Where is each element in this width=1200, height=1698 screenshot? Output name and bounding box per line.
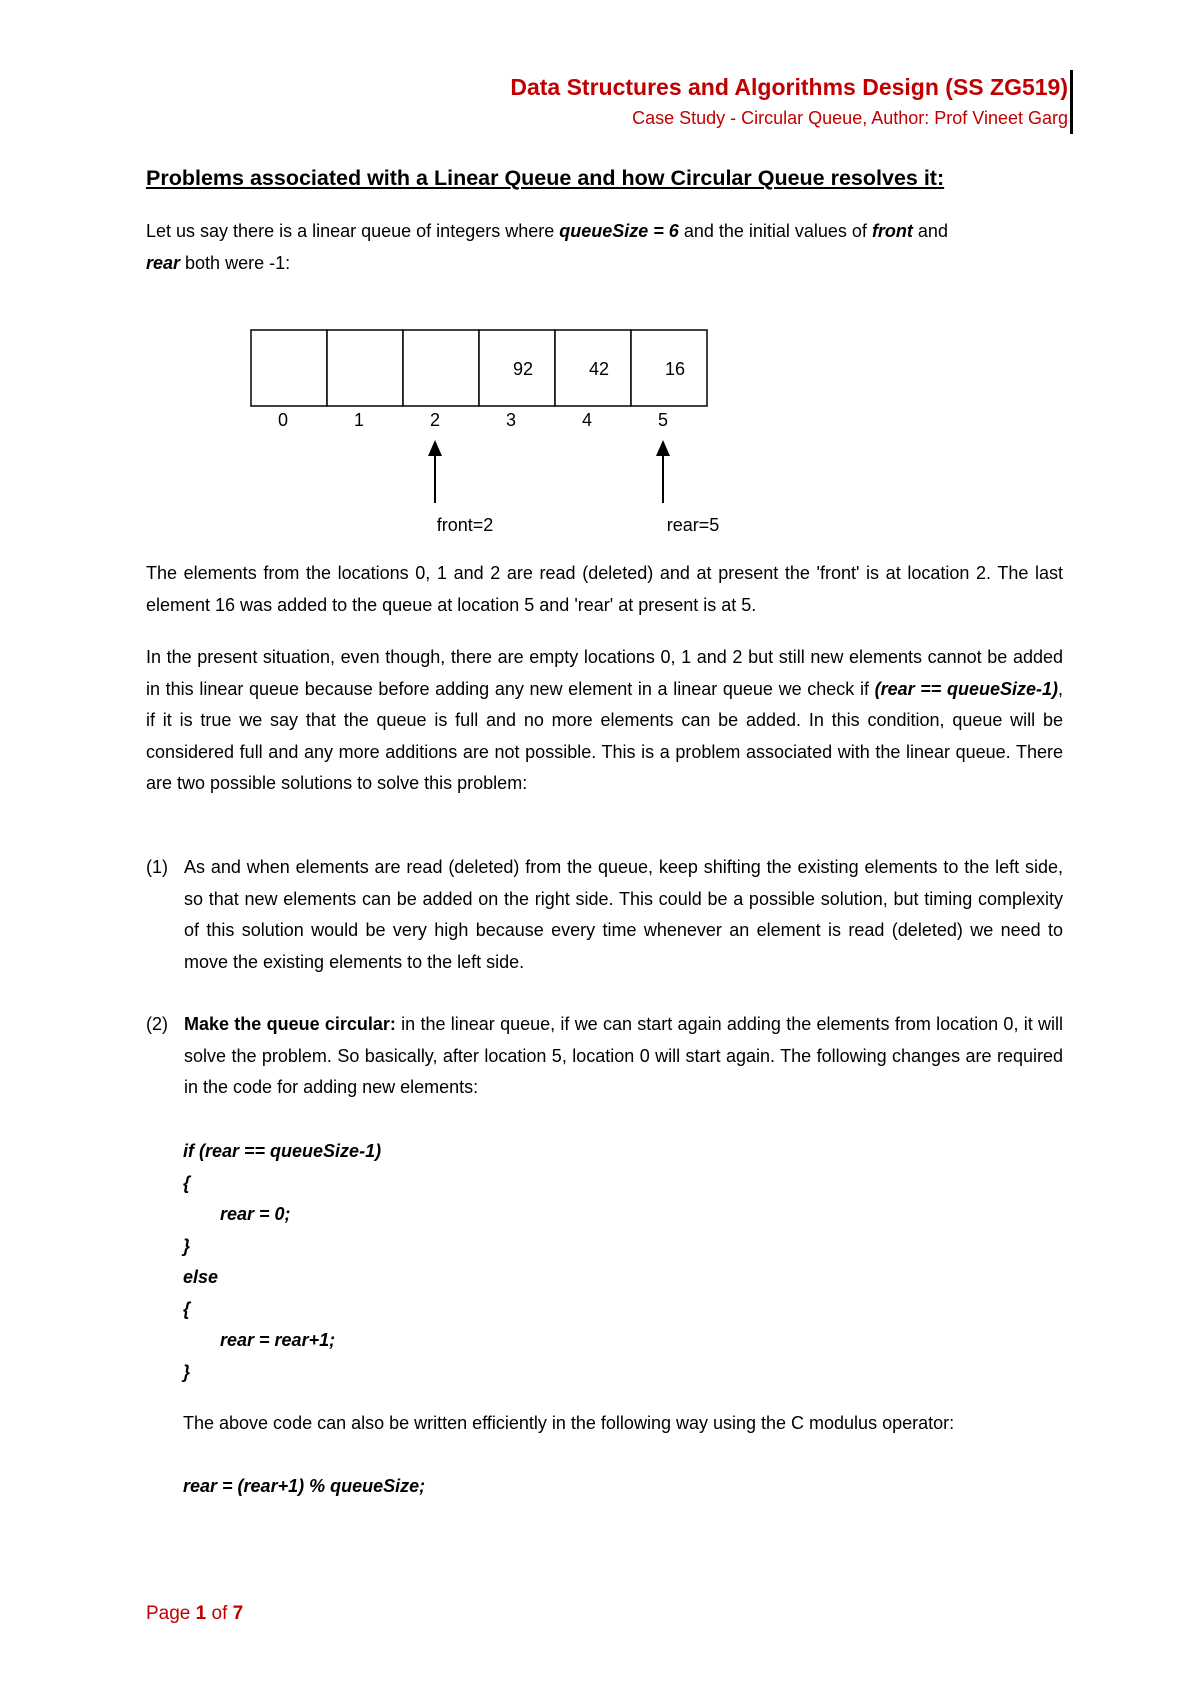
queue-index-label: 5 bbox=[657, 410, 669, 430]
queue-index-label: 2 bbox=[429, 410, 441, 430]
queue-index-label: 4 bbox=[581, 410, 593, 430]
paragraph-modulus: The above code can also be written efficiently in the following way using the C modulus operator: bbox=[183, 1413, 955, 1433]
rear-pointer-arrow-head bbox=[656, 440, 670, 456]
queue-cell bbox=[327, 330, 403, 406]
code-line: { bbox=[183, 1172, 191, 1193]
queue-size-expr: queueSize = 6 bbox=[559, 221, 679, 241]
problem-text: In the present situation, even though, there are empty locations 0, 1 and 2 but still new elements cannot be added in this linear queue because before adding any new element in a linear queue we check if bbox=[146, 647, 1063, 699]
page-footer bbox=[146, 1603, 243, 1625]
intro-text-end: both were -1: bbox=[180, 252, 291, 273]
page-of: of bbox=[206, 1603, 233, 1624]
problem-text-end: , if it is true we say that the queue is full and no more elements can be added. In this condition, queue will be considered full and any more additions are not possible. This is a problem associated with the linear queue. There are two possible solutions to solve this problem: bbox=[146, 678, 1064, 793]
code-line: else bbox=[183, 1267, 219, 1287]
solution-text: in the linear queue, if we can start again adding the elements from location 0, it will solve the problem. So basically, after location 5, location 0 will start again. The following changes are required in the code for adding new elements: bbox=[184, 1014, 1063, 1097]
page-label: Page bbox=[146, 1603, 196, 1624]
front-pointer-arrow-head bbox=[428, 440, 442, 456]
code-line: } bbox=[183, 1235, 191, 1256]
code-line: rear = 0; bbox=[220, 1204, 291, 1224]
queue-index-label: 0 bbox=[277, 410, 289, 430]
front-var: front bbox=[871, 221, 913, 241]
code-line: if (rear == queueSize-1) bbox=[183, 1141, 382, 1161]
list-text: As and when elements are read (deleted) from the queue, keep shifting the existing elements to the left side, so that new elements can be added on the right side. This could be a possible solution, but timing complexity of this solution would be very high because every time whenever an element is read (deleted) we need to move the existing elements to the left side. bbox=[184, 857, 1063, 972]
section-heading: Problems associated with a Linear Queue and how Circular Queue resolves it: bbox=[146, 166, 945, 190]
document-subtitle: Case Study - Circular Queue, Author: Prof Vineet Garg bbox=[632, 108, 1068, 128]
page-total: 7 bbox=[232, 1603, 244, 1624]
queue-cell-value: 16 bbox=[664, 359, 686, 379]
rear-var: rear bbox=[146, 252, 181, 273]
queue-index-label: 3 bbox=[505, 410, 517, 430]
document-title: Data Structures and Algorithms Design (SS ZG519) bbox=[510, 74, 1068, 100]
code-line: } bbox=[183, 1361, 191, 1382]
queue-index-label: 1 bbox=[353, 410, 365, 430]
code-line: { bbox=[183, 1298, 191, 1319]
queue-diagram bbox=[0, 0, 1200, 560]
queue-cell-value: 42 bbox=[588, 359, 610, 379]
list-text bbox=[184, 1009, 1063, 1104]
list-number: (1) bbox=[146, 857, 168, 877]
code-modulus: rear = (rear+1) % queueSize; bbox=[183, 1476, 426, 1496]
intro-text-mid: and the initial values of bbox=[678, 221, 872, 241]
queue-cell-value: 92 bbox=[512, 359, 534, 379]
full-condition: (rear == queueSize-1) bbox=[874, 678, 1058, 699]
intro-and: and bbox=[912, 221, 948, 241]
page-current: 1 bbox=[195, 1603, 207, 1624]
queue-cell bbox=[251, 330, 327, 406]
rear-pointer-label: rear=5 bbox=[666, 515, 720, 535]
code-line: rear = rear+1; bbox=[220, 1330, 336, 1350]
paragraph-problem bbox=[146, 642, 1063, 800]
intro-text: Let us say there is a linear queue of integers where bbox=[146, 221, 560, 241]
code-block bbox=[183, 1136, 381, 1388]
front-pointer-label: front=2 bbox=[436, 515, 494, 535]
solution-title: Make the queue circular: bbox=[184, 1014, 396, 1034]
paragraph-read-elements: The elements from the locations 0, 1 and 2 are read (deleted) and at present the 'front' is at location 2. The last element 16 was added to the queue at location 5 and 'rear' at present is at 5. bbox=[146, 563, 1063, 615]
list-number: (2) bbox=[146, 1014, 168, 1034]
queue-cell bbox=[403, 330, 479, 406]
